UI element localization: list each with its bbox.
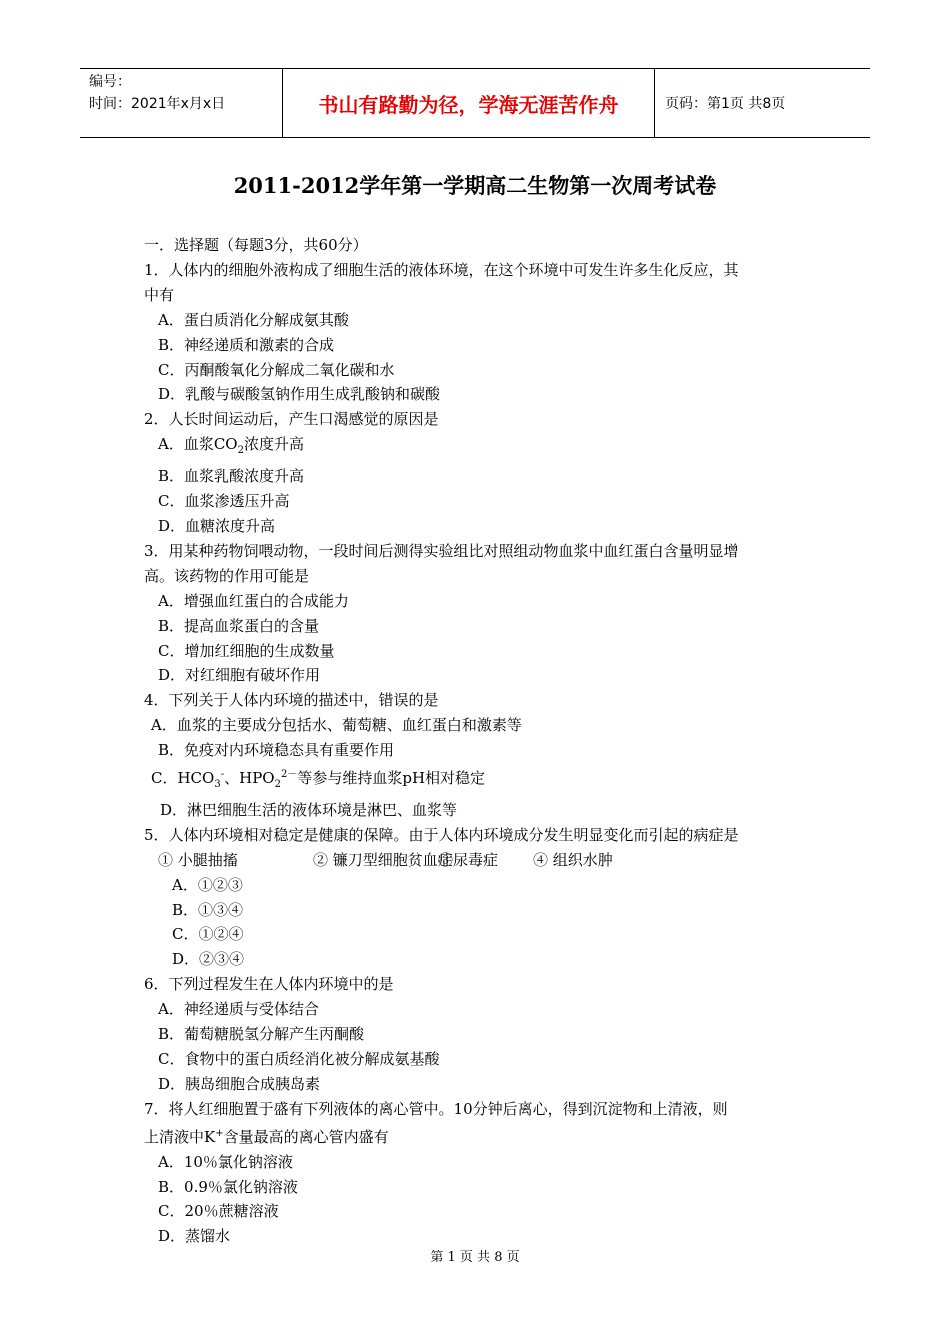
page-info-cell bbox=[655, 69, 870, 137]
q1-option-c: C．丙酮酸氧化分解成二氧化碳和水 bbox=[158, 360, 395, 379]
q3-stem-line2: 高。该药物的作用可能是 bbox=[144, 566, 310, 585]
q3-option-d: D．对红细胞有破坏作用 bbox=[158, 666, 321, 685]
q7-option-d: D．蒸馏水 bbox=[158, 1227, 231, 1246]
section-heading: 一．选择题（每题3分，共60分） bbox=[144, 236, 368, 254]
q4-stem: 4．下列关于人体内环境的描述中，错误的是 bbox=[144, 691, 439, 710]
q5-item-3: ③尿毒症 bbox=[438, 850, 499, 869]
q5-option-b: B．①③④ bbox=[172, 900, 244, 919]
q1-option-a: A．蛋白质消化分解成氨其酸 bbox=[158, 310, 349, 329]
q1-stem-line2: 中有 bbox=[144, 285, 175, 304]
q5-option-c: C．①②④ bbox=[172, 925, 244, 944]
page-info-text: 页码：第1页 共8页 bbox=[665, 96, 786, 112]
q1-stem-line1: 1．人体内的细胞外液构成了细胞生活的液体环境，在这个环境中可发生许多生化反应，其 bbox=[144, 260, 739, 279]
q4-option-c-sup1: - bbox=[220, 769, 225, 781]
q4-option-a: A．血浆的主要成分包括水、葡萄糖、血红蛋白和激素等 bbox=[151, 716, 522, 735]
q5-stem: 5．人体内环境相对稳定是健康的保障。由于人体内环境成分发生明显变化而引起的病症是 bbox=[144, 825, 739, 844]
q4-option-c-sub1: 3 bbox=[214, 779, 221, 791]
q4-option-b: B．免疫对内环境稳态具有重要作用 bbox=[158, 741, 395, 760]
q3-stem-line1: 3．用某种药物饲喂动物，一段时间后测得实验组比对照组动物血浆中血红蛋白含量明显增 bbox=[144, 541, 739, 560]
q1-option-d: D．乳酸与碳酸氢钠作用生成乳酸钠和碳酸 bbox=[158, 385, 441, 404]
page-footer: 第 1 页 共 8 页 bbox=[430, 1250, 520, 1265]
time-label: 时间：2021年x月x日 bbox=[89, 96, 226, 112]
q5-option-a: A．①②③ bbox=[172, 875, 243, 894]
q5-items bbox=[144, 848, 824, 873]
q2-option-c: C．血浆渗透压升高 bbox=[158, 492, 290, 511]
q5-item-1: ① 小腿抽搐 bbox=[158, 850, 238, 869]
motto-text: 书山有路勤为径，学海无涯苦作舟 bbox=[318, 92, 619, 117]
q2-option-a-text: A．血浆CO bbox=[158, 435, 238, 454]
q6-option-b: B．葡萄糖脱氢分解产生丙酮酸 bbox=[158, 1025, 365, 1044]
q2-option-d: D．血糖浓度升高 bbox=[158, 516, 276, 535]
q3-option-b: B．提高血浆蛋白的含量 bbox=[158, 616, 320, 635]
q4-option-d: D．淋巴细胞生活的液体环境是淋巴、血浆等 bbox=[160, 800, 458, 819]
q4-option-c bbox=[144, 763, 824, 798]
q7-stem-line2 bbox=[144, 1122, 824, 1150]
motto-cell bbox=[282, 69, 655, 137]
header-meta-cell bbox=[80, 69, 282, 137]
q2-option-a-text-end: 浓度升高 bbox=[243, 435, 304, 454]
q2-option-a bbox=[144, 432, 824, 464]
number-label: 编号： bbox=[89, 74, 131, 90]
q5-item-2: ② 镰刀型细胞贫血症 bbox=[313, 850, 453, 869]
q5-option-d: D．②③④ bbox=[172, 950, 245, 969]
q6-option-d: D．胰岛细胞合成胰岛素 bbox=[158, 1074, 321, 1093]
q4-option-c-text: C．HCO bbox=[151, 769, 215, 788]
q2-option-a-subscript: 2 bbox=[237, 445, 244, 457]
q4-option-c-text2: 、HPO bbox=[224, 769, 275, 788]
q6-option-c: C．食物中的蛋白质经消化被分解成氨基酸 bbox=[158, 1050, 440, 1068]
q4-option-c-text3: 等参与维持血浆pH相对稳定 bbox=[297, 769, 486, 788]
q7-stem-superscript: + bbox=[215, 1127, 224, 1139]
q4-option-c-sup2: 2－ bbox=[280, 769, 298, 781]
q7-option-a: A．10％氯化钠溶液 bbox=[158, 1152, 293, 1171]
q2-stem: 2．人长时间运动后，产生口渴感觉的原因是 bbox=[144, 410, 439, 429]
q2-option-b: B．血浆乳酸浓度升高 bbox=[158, 467, 305, 486]
q7-stem-line1: 7．将人红细胞置于盛有下列液体的离心管中。10分钟后离心，得到沉淀物和上清液，则 bbox=[144, 1099, 728, 1118]
q4-option-c-sub2: 2 bbox=[274, 779, 281, 791]
q7-stem-line2-text: 上清液中K bbox=[144, 1127, 216, 1146]
q3-option-a: A．增强血红蛋白的合成能力 bbox=[158, 591, 349, 610]
q7-option-c: C．20％蔗糖溶液 bbox=[158, 1202, 279, 1221]
q7-option-b: B．0.9％氯化钠溶液 bbox=[158, 1177, 298, 1196]
q6-stem: 6．下列过程发生在人体内环境中的是 bbox=[144, 975, 394, 994]
q1-option-b: B．神经递质和激素的合成 bbox=[158, 335, 335, 354]
exam-title: 2011-2012学年第一学期高二生物第一次周考试卷 bbox=[233, 173, 717, 198]
q5-item-4: ④ 组织水肿 bbox=[533, 850, 613, 869]
page-header-table bbox=[80, 68, 870, 138]
exam-content bbox=[144, 233, 824, 1249]
q7-stem-line2-text-end: 含量最高的离心管内盛有 bbox=[223, 1127, 389, 1146]
q3-option-c: C．增加红细胞的生成数量 bbox=[158, 641, 335, 660]
q6-option-a: A．神经递质与受体结合 bbox=[158, 1000, 319, 1019]
